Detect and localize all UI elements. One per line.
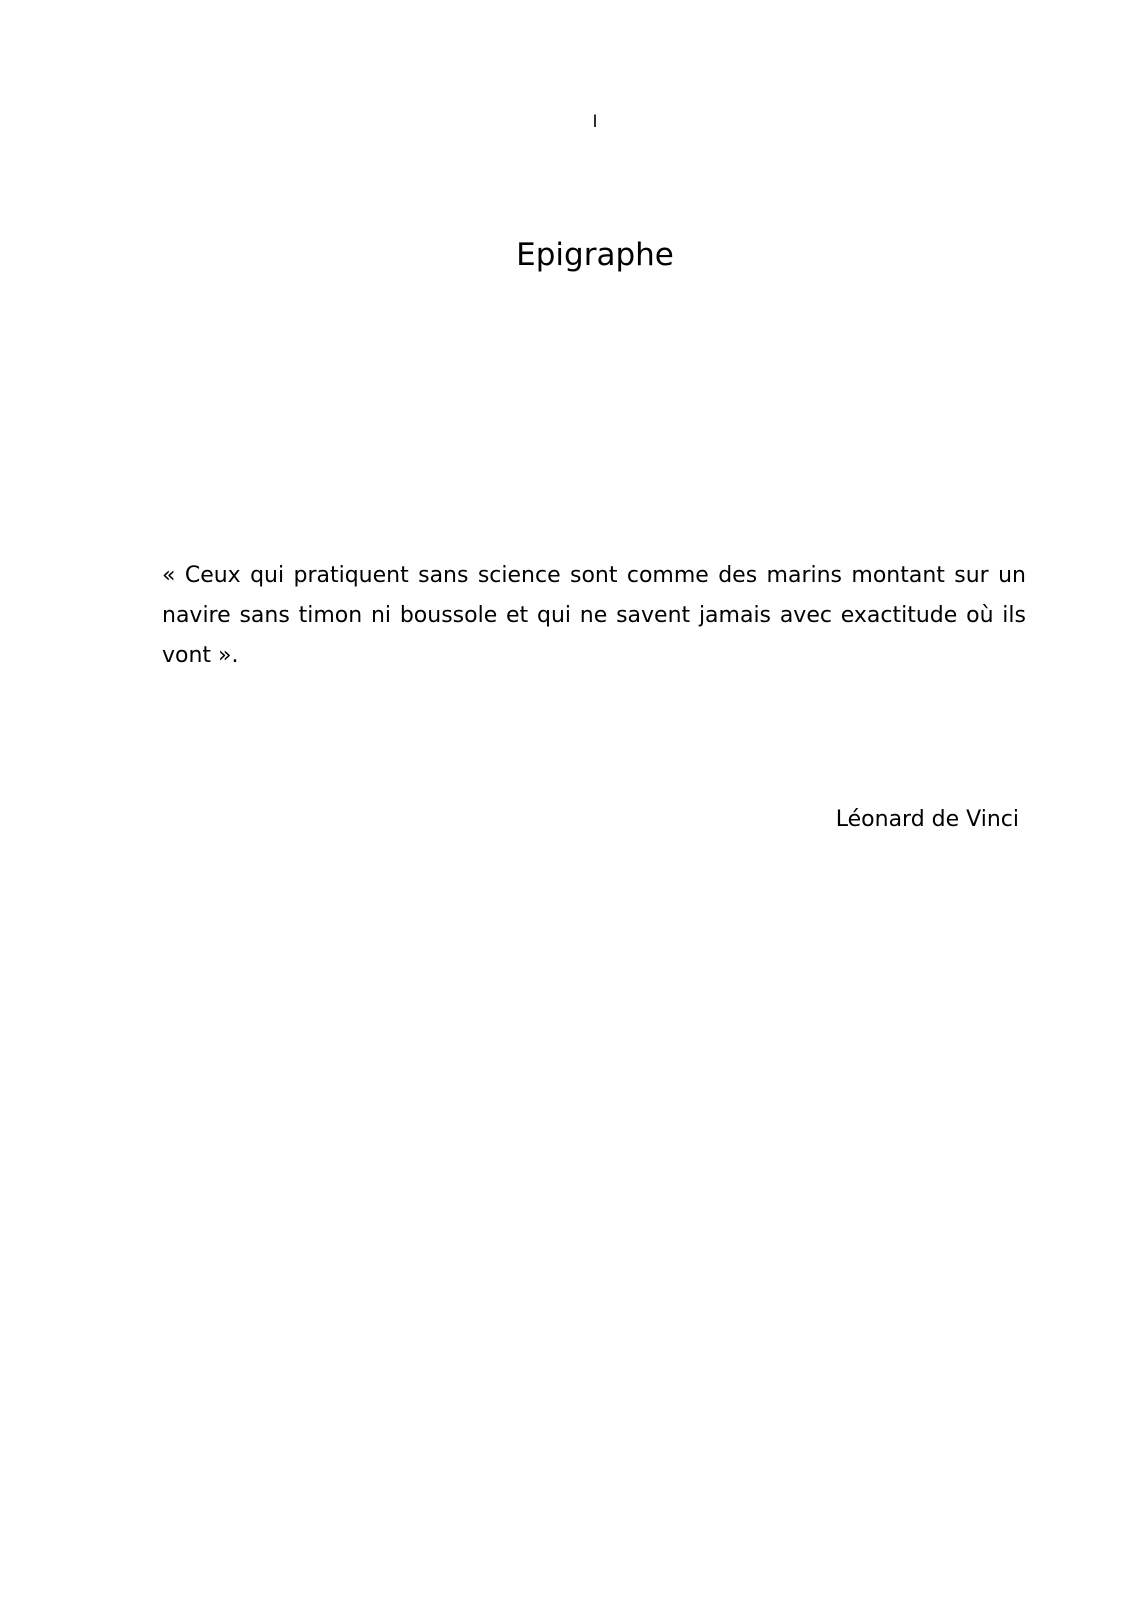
page-title: Epigraphe: [516, 237, 674, 273]
page-number: I: [592, 112, 598, 132]
epigraph-quote: « Ceux qui pratiquent sans science sont comme des marins montant sur un navire sans timon ni boussole et qui ne savent jamais avec exactitude où ils vont ».: [162, 563, 1026, 668]
quote-author: Léonard de Vinci: [835, 807, 1019, 832]
